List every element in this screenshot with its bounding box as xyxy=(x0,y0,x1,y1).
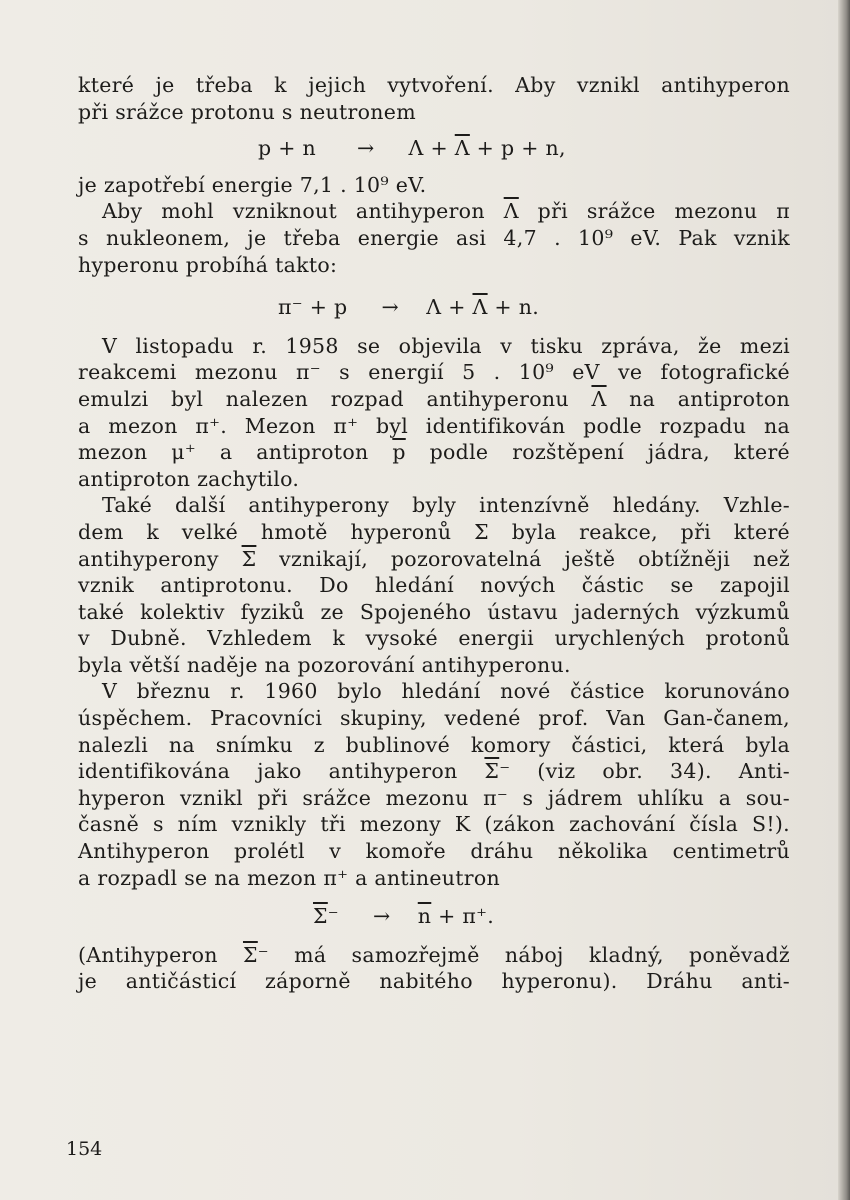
text-line: antiproton zachytilo. xyxy=(78,466,300,491)
text-line: úspěchem. Pracovníci skupiny, vedené prof. Van Gan-čanem, xyxy=(78,706,790,731)
text-line: v Dubně. Vzhledem k vysoké energii urychlených protonů xyxy=(78,626,790,651)
text-line: hyperon vznikl při srážce mezonu π⁻ s jádrem uhlíku a sou- xyxy=(78,785,790,810)
text-line: vznik antiprotonu. Do hledání nových částic se zapojil xyxy=(78,573,790,598)
text-line: dem k velké hmotě hyperonů Σ byla reakce, při které xyxy=(78,519,790,544)
text-line: a rozpadl se na mezon π⁺ a antineutron xyxy=(78,865,501,890)
text-line: emulzi byl nalezen rozpad antihyperonu $\overline{\Lambda}$ na antiproton xyxy=(78,386,790,411)
text-line: které je třeba k jejich vytvoření. Aby vznikl antihyperon xyxy=(78,73,790,97)
page-number: 154 xyxy=(66,1138,103,1160)
text-line: antihyperony $\overline{\Sigma}$ vznikají, pozorovatelná ještě obtížněji než xyxy=(78,546,790,571)
text-line: byla větší naděje na pozorování antihyperonu. xyxy=(78,652,571,677)
text-line: a mezon π⁺. Mezon π⁺ byl identifikován podle rozpadu na xyxy=(78,413,790,438)
body-text xyxy=(78,72,790,995)
text-line: nalezli na snímku z bublinové komory částici, která byla xyxy=(78,732,790,757)
text-line: při srážce protonu s neutronem xyxy=(78,99,416,124)
text-line: V listopadu r. 1958 se objevila v tisku zpráva, že mezi xyxy=(102,333,790,358)
equation-sigma-decay: $\overline{\Sigma}^-$ → $\overline{n} + \pi^+$. xyxy=(313,904,495,929)
text-line: V březnu r. 1960 bylo hledání nové částice korunováno xyxy=(102,679,790,704)
text-line: identifikována jako antihyperon $\overline{\Sigma}^-$ (viz obr. 34). Anti- xyxy=(78,759,790,784)
text-line: Aby mohl vzniknout antihyperon $\overline{\Lambda}$ při srážce mezonu π xyxy=(102,199,790,224)
text-line: mezon μ⁺ a antiproton $\overline{p}$ podle rozštěpení jádra, které xyxy=(78,440,790,465)
text-line: (Antihyperon $\overline{\Sigma}^-$ má samozřejmě náboj kladný, poněvadž xyxy=(78,942,790,967)
text-line: Antihyperon prolétl v komoře dráhu několika centimetrů xyxy=(78,839,790,864)
equation-proton-neutron: p + n → $\Lambda + \overline{\Lambda} + p + n$, xyxy=(258,136,566,161)
text-line: reakcemi mezonu π⁻ s energií 5 . 10⁹ eV ve fotografické xyxy=(78,360,790,385)
text-line: také kolektiv fyziků ze Spojeného ústavu jaderných výzkumů xyxy=(78,599,790,624)
text-line: je zapotřebí energie 7,1 . 10⁹ eV. xyxy=(78,172,427,197)
text-line: Také další antihyperony byly intenzívně hledány. Vzhle- xyxy=(102,493,790,518)
text-line: s nukleonem, je třeba energie asi 4,7 . 10⁹ eV. Pak vznik xyxy=(78,225,790,250)
text-line: je antičásticí záporně nabitého hyperonu). Dráhu anti- xyxy=(78,969,790,994)
text-line: hyperonu probíhá takto: xyxy=(78,252,338,277)
page-edge-shadow xyxy=(838,0,850,1200)
text-line: časně s ním vznikly tři mezony K (zákon zachování čísla S!). xyxy=(78,812,790,837)
equation-pion-proton: π⁻ + p → $\Lambda + \overline{\Lambda} + n$. xyxy=(278,295,540,320)
